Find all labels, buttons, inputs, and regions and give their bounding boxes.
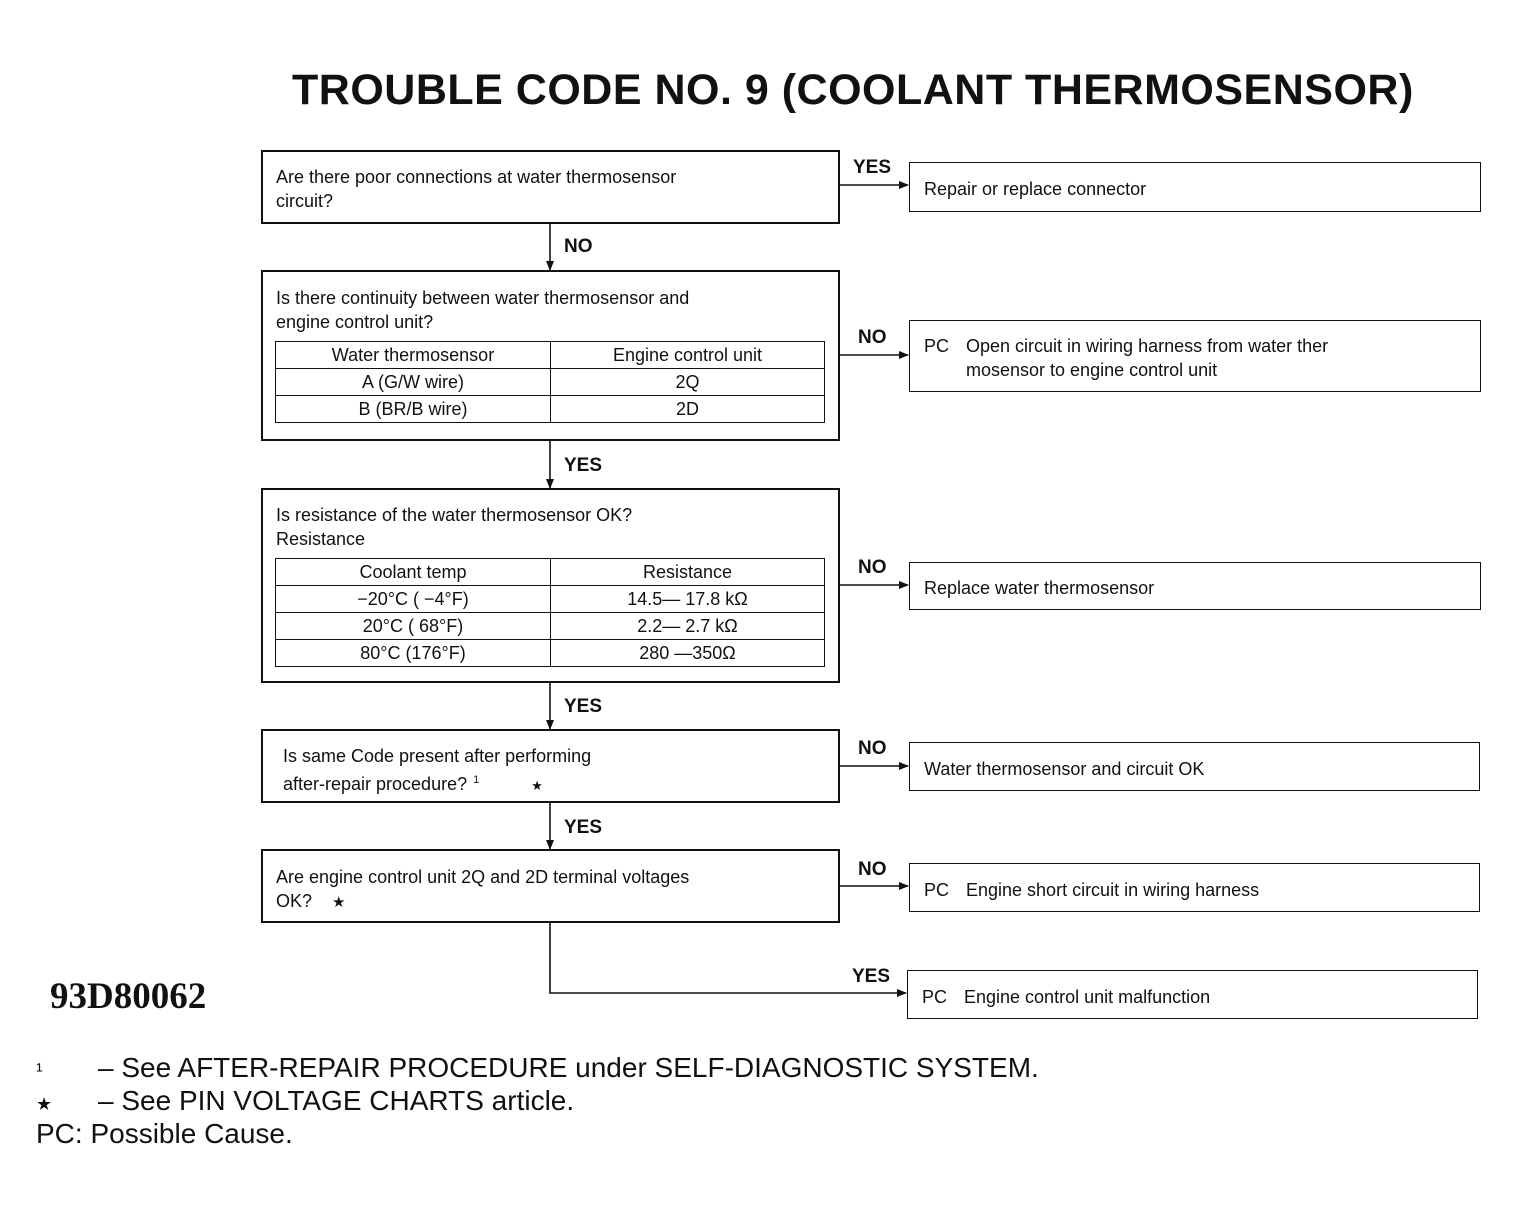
yes-label-3: YES bbox=[564, 696, 603, 717]
table-cell: B (BR/B wire) bbox=[276, 396, 551, 423]
star-icon: ★ bbox=[36, 1094, 53, 1114]
question-text-4: Is same Code present after performing after-repair procedure? $^1$ ★ bbox=[283, 746, 592, 794]
table-cell: 2Q bbox=[551, 369, 825, 396]
note-possible-cause: PC: Possible Cause. bbox=[36, 1118, 293, 1149]
question-text-2: Is there continuity between water thermosensor and engine control unit? bbox=[276, 288, 690, 332]
yes-label-1: YES bbox=[853, 157, 892, 178]
table-cell: 20°C ( 68°F) bbox=[276, 613, 551, 640]
pc-prefix: PC bbox=[924, 336, 950, 356]
diagram-id: 93D80062 bbox=[50, 976, 207, 1017]
continuity-table bbox=[275, 341, 825, 423]
result-text-4: Water thermosensor and circuit OK bbox=[924, 759, 1205, 779]
table-header: Coolant temp bbox=[276, 559, 551, 586]
note-pin-voltage: ★ – See PIN VOLTAGE CHARTS article. bbox=[36, 1085, 575, 1116]
table-cell: 280 —350Ω bbox=[551, 640, 825, 667]
pc-prefix: PC bbox=[924, 880, 950, 900]
page-title: TROUBLE CODE NO. 9 (COOLANT THERMOSENSOR) bbox=[292, 66, 1414, 114]
pc-prefix: PC bbox=[922, 987, 948, 1007]
result-text-6: PC Engine control unit malfunction bbox=[922, 987, 1211, 1007]
yes-label-5: YES bbox=[852, 966, 891, 987]
table-header: Engine control unit bbox=[551, 342, 825, 369]
table-header: Resistance bbox=[551, 559, 825, 586]
star-icon: ★ bbox=[531, 778, 543, 793]
resistance-table bbox=[275, 558, 825, 667]
star-icon: ★ bbox=[332, 894, 346, 911]
table-cell: A (G/W wire) bbox=[276, 369, 551, 396]
question-text-1: Are there poor connections at water thermosensor circuit? bbox=[276, 167, 677, 211]
footnote-marker: ¹ bbox=[36, 1060, 43, 1082]
no-label-4: NO bbox=[858, 738, 887, 759]
question-text-3: Is resistance of the water thermosensor OK? Resistance bbox=[276, 505, 633, 549]
note-after-repair: ¹ – See AFTER-REPAIR PROCEDURE under SELF-DIAGNOSTIC SYSTEM. bbox=[36, 1052, 1039, 1083]
question-text-5: Are engine control unit 2Q and 2D terminal voltages OK? ★ bbox=[276, 867, 690, 911]
yes-label-2: YES bbox=[564, 455, 603, 476]
result-text-5: PC Engine short circuit in wiring harness bbox=[924, 880, 1260, 900]
yes-label-4: YES bbox=[564, 817, 603, 838]
table-header: Water thermosensor bbox=[276, 342, 551, 369]
table-cell: 2D bbox=[551, 396, 825, 423]
no-label-3: NO bbox=[858, 557, 887, 578]
footnote-marker: 1 bbox=[473, 774, 480, 786]
table-cell: −20°C ( −4°F) bbox=[276, 586, 551, 613]
no-label-5: NO bbox=[858, 859, 887, 880]
table-cell: 14.5— 17.8 kΩ bbox=[551, 586, 825, 613]
no-label-2: NO bbox=[858, 327, 887, 348]
result-text-2: PC Open circuit in wiring harness from water ther mosensor to engine control unit bbox=[924, 336, 1329, 380]
result-text-3: Replace water thermosensor bbox=[924, 578, 1155, 598]
result-text-1: Repair or replace connector bbox=[924, 179, 1147, 199]
no-label-1: NO bbox=[564, 236, 593, 257]
table-cell: 80°C (176°F) bbox=[276, 640, 551, 667]
table-cell: 2.2— 2.7 kΩ bbox=[551, 613, 825, 640]
